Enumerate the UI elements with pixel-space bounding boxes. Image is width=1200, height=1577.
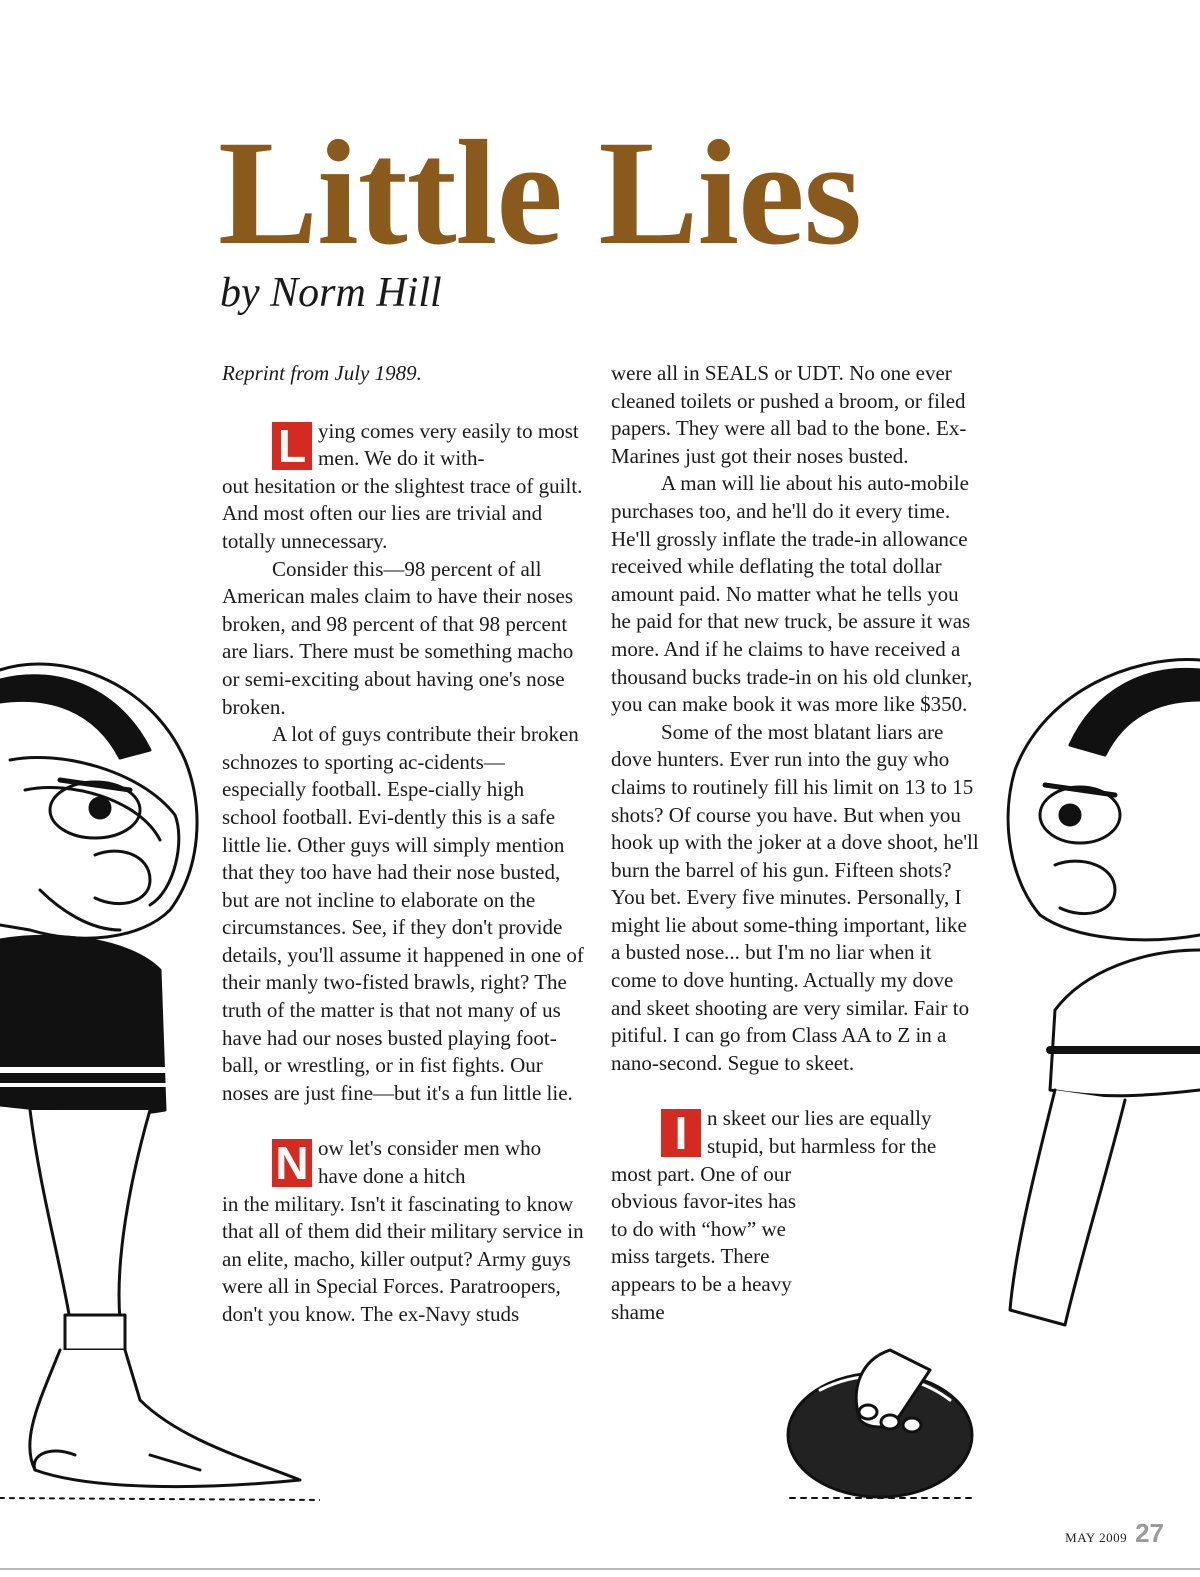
article-column-left [222,360,584,1329]
drop-cap: I [661,1109,701,1157]
paragraph-text: A lot of guys contribute their broken schnozes to sporting ac-cidents—especially football. Espe-cially high school football. Evi-dently this is a safe little lie. Other guys will simply mention that they too have had their nose busted, but are not incline to elaborate on the circumstances. See, if they don't provide details, you'll assume it happened in one of their manly two-fisted brawls, right? The truth of the matter is that not many of us have had our noses busted playing foot-ball, or wrestling, or in fist fights. Our noses are just fine—but it's a fun little lie. [222,722,584,1105]
drop-cap: L [272,422,312,470]
football-player-right-illustration [985,650,1200,1510]
paragraph-text: out hesitation or the slightest trace of guilt. And most often our lies are trivial and totally unnecessary. [222,473,583,553]
paragraph-text: most part. One of our obvious favor-ites has to do with “how” we miss targets. There appears to be a heavy shame [611,1161,797,1324]
paragraph-intro [222,1135,584,1190]
football-illustration [780,1330,980,1510]
article-column-right [611,360,979,1326]
paragraph-text: in the military. Isn't it fascinating to know that all of them did their military service in an elite, macho, killer output? Army guys were all in Special Forces. Paratroopers, don't you know. The ex-Navy studs [222,1191,584,1326]
paragraph-intro-lead: ow let's consider men who have done a hitch [318,1136,542,1189]
article-title: Little Lies [218,110,862,276]
article-byline: by Norm Hill [220,270,442,316]
paragraph-text: Some of the most blatant liars are dove hunters. Ever run into the guy who claims to routinely fill his limit on 13 to 15 shots? Of course you have. But when you hook up with the joker at a dove shoot, he'll burn the barrel of his gun. Fifteen shots? You bet. Every five minutes. Personally, I might lie about some-thing important, like a busted nose... but I'm no liar when it come to dove hunting. Actually my dove and skeet shooting are very similar. Fair to pitiful. I can go from Class AA to Z in a nano-second. Segue to skeet. [611,719,979,1075]
issue-date: MAY 2009 [1065,1530,1128,1545]
page-number: 27 [1135,1518,1164,1548]
paragraph-text: were all in SEALS or UDT. No one ever cleaned toilets or pushed a broom, or filed papers. They were all bad to the bone. Ex-Marines just got their noses busted. [611,361,967,468]
paragraph-text: A man will lie about his auto-mobile purchases too, and he'll do it every time. He'll grossly inflate the trade-in allowance received while deflating the total dollar amount paid. No matter what he tells you he paid for that new truck, be assure it was more. And if he claims to have received a thousand bucks trade-in on his old clunker, you can make book it was more like $350. [611,471,973,717]
bottom-divider [0,1568,1200,1570]
paragraph-intro-lead: ying comes very easily to most men. We do it with- [318,418,579,471]
paragraph-intro-lead: n skeet our lies are equally stupid, but harmless for the [707,1106,937,1159]
paragraph-text: Consider this—98 percent of all American males claim to have their noses broken, and 98 percent of that 98 percent are liars. There must be something macho or semi-exciting about having one's nose broken. [222,556,574,719]
paragraph-intro [611,1105,979,1160]
drop-cap: N [272,1139,312,1187]
reprint-note: Reprint from July 1989. [222,361,422,385]
paragraph-intro [222,418,584,473]
page-footer [1065,1518,1164,1549]
